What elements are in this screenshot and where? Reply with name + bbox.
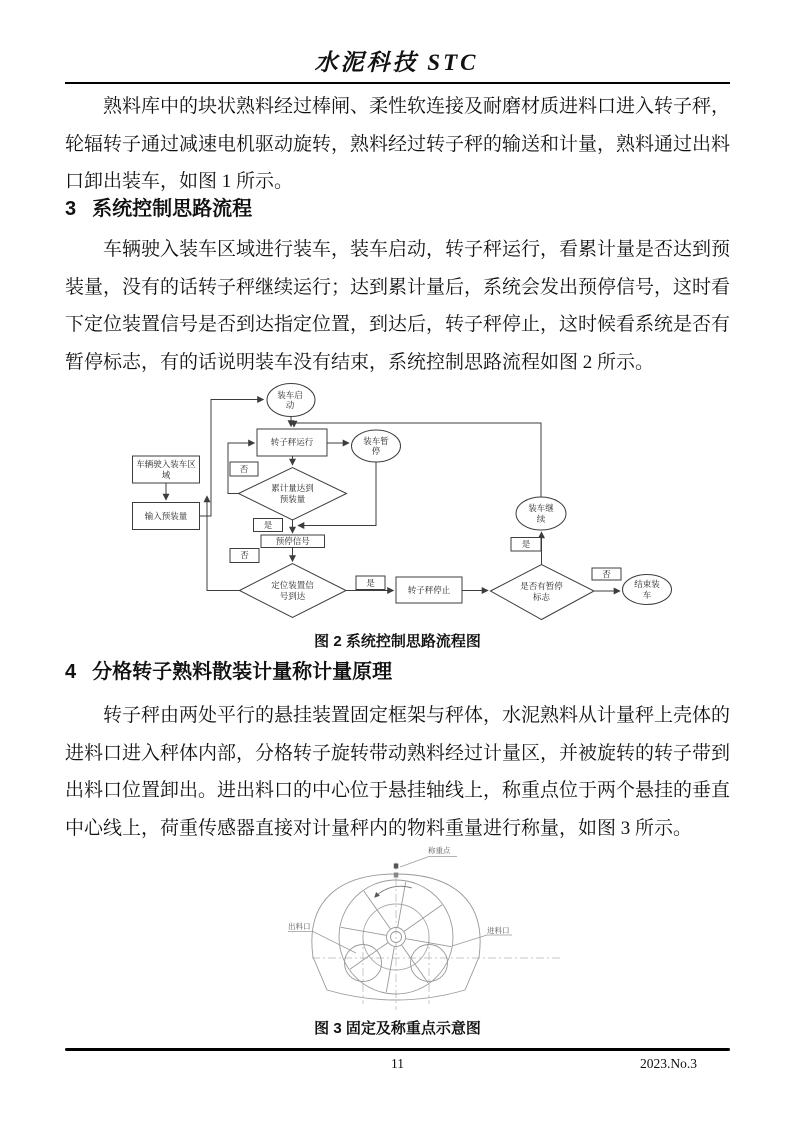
header-rule (65, 82, 730, 84)
paragraph-3 (65, 697, 730, 847)
body-text-line: 熟料库中的块状熟料经过棒闸、柔性软连接及耐磨材质进料口进入转子秤， (103, 96, 731, 117)
body-text-line: 装量，没有的话转子秤继续运行；达到累计量后，系统会发出预停信号，这时看 (65, 276, 731, 298)
flow-node-end: 结束装车 (634, 579, 660, 600)
flow-node-enter: 车辆驶入装车区域 (136, 459, 196, 480)
paragraph-2 (65, 231, 730, 381)
figure3-caption: 图 3 固定及称重点示意图 (314, 1020, 481, 1037)
journal-title: 水泥科技 STC (314, 50, 479, 75)
outlet-label: 出料口 (288, 922, 311, 931)
flow-node-continue: 装车继续 (528, 503, 554, 524)
flow-node-stop: 转子秤停止 (407, 584, 451, 595)
paragraph-1 (65, 88, 730, 201)
flowchart-figure (60, 380, 740, 632)
footer-rule (65, 1048, 730, 1051)
weigh-point-mark (394, 873, 399, 878)
body-text-line: 中心线上，荷重传感器直接对计量秤内的物料重量进行称量，如图 3 所示。 (65, 817, 693, 839)
section-number: 3 (65, 198, 77, 220)
flow-node-check-pause: 是否有暂停标志 (520, 581, 563, 602)
figure2-caption: 图 2 系统控制思路流程图 (314, 633, 481, 650)
flow-label-yes-1: 是 (263, 519, 273, 530)
weigh-point-leader (400, 857, 457, 868)
section-title: 分格转子熟料散装计量称计量原理 (92, 661, 393, 683)
page-number: 11 (391, 1056, 404, 1071)
inlet-leader (452, 935, 512, 946)
flow-label-no-2: 否 (240, 550, 249, 561)
section-number: 4 (65, 661, 77, 683)
flow-node-presignal: 预停信号 (275, 535, 310, 546)
body-text-line: 进料口进入秤体内部，分格转子旋转带动熟料经过计量区，并被旋转的转子带到 (65, 742, 731, 764)
flow-node-run: 转子秤运行 (270, 437, 314, 448)
body-text-line: 口卸出装车，如图 1 所示。 (65, 171, 294, 192)
body-text-line: 下定位装置信号是否到达指定位置，到达后，转子秤停止，这时候看系统是否有 (65, 314, 731, 335)
flow-label-no-3: 否 (602, 568, 611, 579)
rotor-diagram-svg (285, 838, 585, 1016)
flow-node-pause: 装车暂停 (363, 435, 389, 456)
body-text-line: 出料口位置卸出。进出料口的中心位于悬挂轴线上，称重点位于两个悬挂的垂直 (65, 780, 731, 801)
outlet-leader (288, 932, 356, 954)
issue-number: 2023.No.3 (640, 1056, 697, 1071)
section-heading-3 (65, 196, 730, 222)
flow-label-no-1: 否 (239, 463, 249, 474)
flow-label-yes-2: 是 (366, 577, 375, 588)
flow-node-input: 输入预装量 (144, 510, 188, 521)
body-text-line: 轮辐转子通过减速电机驱动旋转，熟料经过转子秤的输送和计量，熟料通过出料 (65, 133, 731, 155)
section-heading-4 (65, 659, 730, 685)
inlet-label: 进料口 (487, 926, 510, 935)
weigh-point-label: 称重点 (428, 846, 451, 855)
section-title: 系统控制思路流程 (92, 198, 253, 220)
flow-label-yes-3: 是 (521, 539, 531, 550)
weigh-point-mark (394, 864, 399, 869)
flow-node-check-total: 累计量达到预装量 (271, 483, 314, 504)
body-text-line: 车辆驶入装车区域进行装车，装车启动，转子秤运行，看累计量是否达到预 (103, 239, 731, 260)
flow-node-start: 装车启动 (277, 389, 303, 410)
flow-node-check-position: 定位装置信号到达 (271, 580, 314, 601)
rotor-diagram-figure (285, 838, 585, 1016)
body-text-line: 暂停标志，有的话说明装车没有结束，系统控制思路流程如图 2 所示。 (65, 351, 655, 373)
body-text-line: 转子秤由两处平行的悬挂装置固定框架与秤体，水泥熟料从计量秤上壳体的 (103, 705, 731, 726)
rotation-arrow (375, 886, 412, 897)
